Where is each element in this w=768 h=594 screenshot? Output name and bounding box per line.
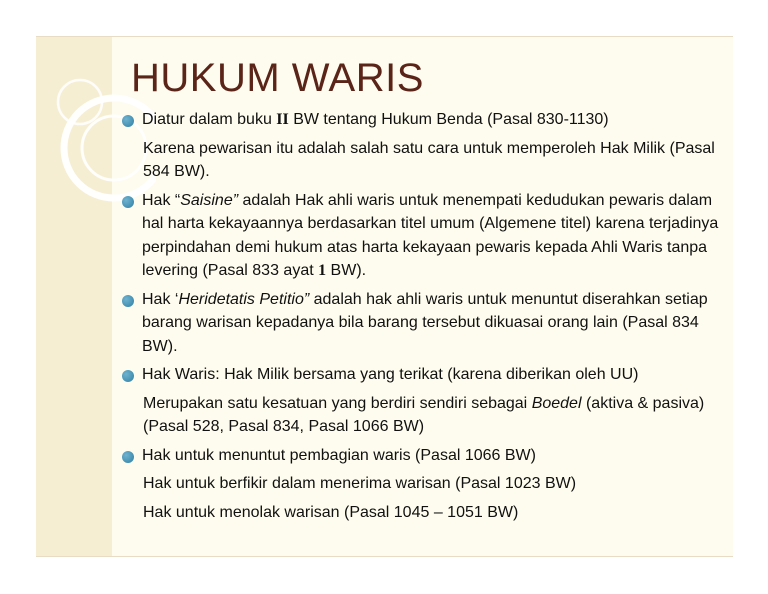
list-item: Hak ‘Heridetatis Petitio” adalah hak ahli waris untuk menuntut diserahkan setiap barang warisan kepadanya bila barang tersebut dikuasai orang lain (Pasal 834 BW). [36,288,733,359]
list-item: Hak Waris: Hak Milik bersama yang terikat (karena diberikan oleh UU) [36,363,733,387]
list-item: Hak “Saisine” adalah Hak ahli waris untuk menempati kedudukan pewaris dalam hal harta kekayaannya berdasarkan titel umum (Algemene titel) karena terjadinya perpindahan demi hukum atas harta kekayaan pewaris kepada Ahli Waris tanpa levering (Pasal 833 ayat 1 BW). [36,189,733,283]
list-item: Hak untuk menuntut pembagian waris (Pasal 1066 BW) [36,444,733,468]
bullet-icon [122,370,134,382]
bullet-icon [122,451,134,463]
slide-title: HUKUM WARIS [131,56,424,100]
list-item: Merupakan satu kesatuan yang berdiri sendiri sebagai Boedel (aktiva & pasiva) (Pasal 528, Pasal 834, Pasal 1066 BW) [143,394,705,435]
list-item: Diatur dalam buku II BW tentang Hukum Benda (Pasal 830-1130) [36,108,733,132]
list-item: Karena pewarisan itu adalah salah satu cara untuk memperoleh Hak Milik (Pasal 584 BW). [143,139,715,180]
bottom-divider [36,556,733,557]
slide [36,36,733,557]
bullet-icon [122,196,134,208]
list-item: Hak untuk menolak warisan (Pasal 1045 – 1051 BW) [143,503,519,521]
slide-content [36,108,733,524]
bullet-icon [122,115,134,127]
bullet-icon [122,295,134,307]
list-item: Hak untuk berfikir dalam menerima warisan (Pasal 1023 BW) [143,475,577,492]
